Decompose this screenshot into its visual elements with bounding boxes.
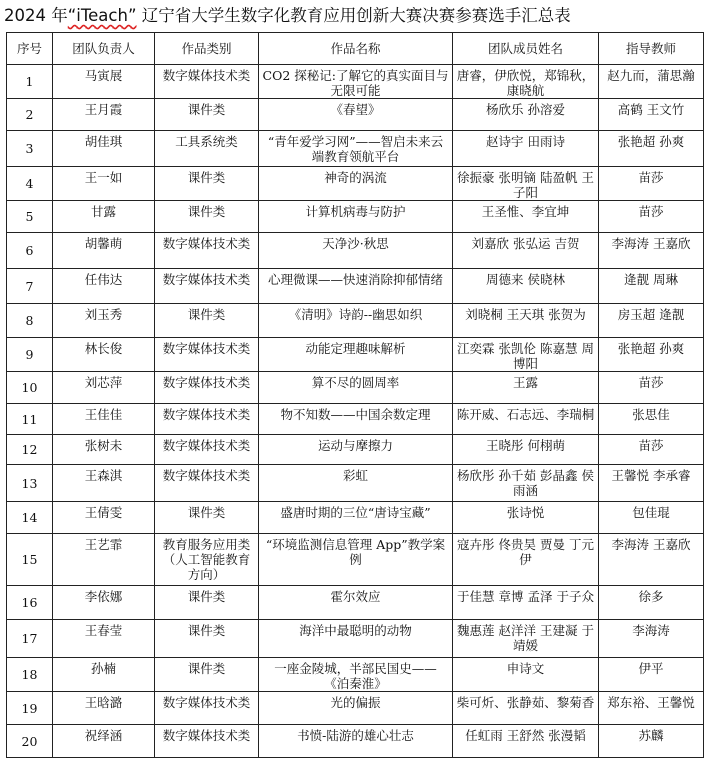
table-body: [7, 65, 704, 758]
cell-index: 7: [7, 269, 53, 304]
cell-work-name: 运动与摩擦力: [259, 435, 453, 465]
table-row: [7, 233, 704, 269]
cell-category: 数字媒体技术类: [155, 372, 259, 404]
cell-work-name: 神奇的涡流: [259, 167, 453, 201]
table-row: [7, 534, 704, 586]
header-advisor: 指导教师: [599, 33, 704, 65]
table-row: [7, 65, 704, 99]
cell-index: 9: [7, 338, 53, 372]
table-row: [7, 404, 704, 435]
table-row: [7, 99, 704, 131]
cell-category: 课件类: [155, 502, 259, 534]
cell-leader: 刘芯萍: [53, 372, 155, 404]
header-leader: 团队负责人: [53, 33, 155, 65]
cell-index: 6: [7, 233, 53, 269]
cell-leader: 胡佳琪: [53, 131, 155, 167]
cell-work-name: 一座金陵城，半部民国史——《泊秦淮》: [259, 658, 453, 692]
cell-members: 于佳慧 章博 孟泽 于子众: [453, 586, 599, 620]
cell-index: 17: [7, 620, 53, 658]
cell-leader: 王春莹: [53, 620, 155, 658]
cell-leader: 胡馨萌: [53, 233, 155, 269]
cell-category: 数字媒体技术类: [155, 269, 259, 304]
cell-work-name: 《清明》诗韵--幽思如织: [259, 304, 453, 338]
title-rest: 辽宁省大学生数字化教育应用创新大赛决赛参赛选手汇总表: [136, 6, 571, 25]
cell-advisor: 张艳超 孙爽: [599, 131, 704, 167]
header-work-name: 作品名称: [259, 33, 453, 65]
table-row: [7, 201, 704, 233]
cell-category: 课件类: [155, 620, 259, 658]
document-title: [4, 2, 704, 30]
cell-advisor: 张思佳: [599, 404, 704, 435]
cell-leader: 王月霞: [53, 99, 155, 131]
table-row: [7, 502, 704, 534]
cell-category: 数字媒体技术类: [155, 725, 259, 758]
cell-leader: 王一如: [53, 167, 155, 201]
cell-work-name: 算不尽的圆周率: [259, 372, 453, 404]
cell-advisor: 逄靓 周琳: [599, 269, 704, 304]
cell-advisor: 徐多: [599, 586, 704, 620]
title-brand: “iTeach”: [67, 6, 137, 25]
cell-members: 唐睿，伊欣悦，郑锦秋，康晓航: [453, 65, 599, 99]
cell-advisor: 苗莎: [599, 167, 704, 201]
cell-index: 4: [7, 167, 53, 201]
cell-work-name: 物不知数——中国余数定理: [259, 404, 453, 435]
table-row: [7, 372, 704, 404]
cell-index: 13: [7, 465, 53, 502]
cell-members: 杨欣彤 孙千茹 彭晶鑫 侯雨涵: [453, 465, 599, 502]
cell-members: 刘晓桐 王天琪 张贺为: [453, 304, 599, 338]
cell-index: 8: [7, 304, 53, 338]
table-row: [7, 465, 704, 502]
cell-category: 课件类: [155, 304, 259, 338]
cell-category: 教育服务应用类（人工智能教育方向）: [155, 534, 259, 586]
cell-members: 王晓彤 何栩萌: [453, 435, 599, 465]
table-row: [7, 658, 704, 692]
cell-work-name: CO2 探秘记:了解它的真实面目与无限可能: [259, 65, 453, 99]
cell-work-name: 动能定理趣味解析: [259, 338, 453, 372]
cell-category: 数字媒体技术类: [155, 404, 259, 435]
cell-leader: 王佳佳: [53, 404, 155, 435]
cell-category: 数字媒体技术类: [155, 465, 259, 502]
cell-members: 杨欣乐 孙溶爱: [453, 99, 599, 131]
table-header-row: [7, 33, 704, 65]
cell-members: 江奕霖 张凯伦 陈嘉慧 周博阳: [453, 338, 599, 372]
cell-work-name: “环境监测信息管理 App”教学案例: [259, 534, 453, 586]
cell-advisor: 李海涛 王嘉欣: [599, 534, 704, 586]
cell-index: 5: [7, 201, 53, 233]
cell-index: 11: [7, 404, 53, 435]
cell-index: 15: [7, 534, 53, 586]
cell-work-name: 计算机病毒与防护: [259, 201, 453, 233]
cell-work-name: “青年爱学习网”——智启未来云端教育领航平台: [259, 131, 453, 167]
header-members: 团队成员姓名: [453, 33, 599, 65]
table-row: [7, 167, 704, 201]
cell-leader: 王森淇: [53, 465, 155, 502]
cell-leader: 王倩雯: [53, 502, 155, 534]
cell-advisor: 苗莎: [599, 372, 704, 404]
cell-category: 数字媒体技术类: [155, 435, 259, 465]
cell-work-name: 彩虹: [259, 465, 453, 502]
cell-advisor: 李海涛: [599, 620, 704, 658]
table-row: [7, 692, 704, 725]
cell-work-name: 心理微课——快速消除抑郁情绪: [259, 269, 453, 304]
table-row: [7, 269, 704, 304]
cell-advisor: 王馨悦 李承睿: [599, 465, 704, 502]
cell-members: 张诗悦: [453, 502, 599, 534]
cell-leader: 马寅展: [53, 65, 155, 99]
cell-index: 12: [7, 435, 53, 465]
cell-leader: 王晗潞: [53, 692, 155, 725]
table-row: [7, 304, 704, 338]
table-row: [7, 620, 704, 658]
cell-members: 柴可炘、张静茹、黎菊香: [453, 692, 599, 725]
table-row: [7, 131, 704, 167]
cell-leader: 祝绎涵: [53, 725, 155, 758]
cell-category: 课件类: [155, 167, 259, 201]
cell-members: 赵诗宇 田雨诗: [453, 131, 599, 167]
cell-members: 任虹雨 王舒然 张漫韬: [453, 725, 599, 758]
cell-advisor: 郑东裕、王馨悦: [599, 692, 704, 725]
cell-index: 1: [7, 65, 53, 99]
cell-category: 数字媒体技术类: [155, 692, 259, 725]
header-index: 序号: [7, 33, 53, 65]
cell-members: 王圣惟、李宜坤: [453, 201, 599, 233]
cell-members: 王露: [453, 372, 599, 404]
cell-leader: 任伟达: [53, 269, 155, 304]
cell-index: 18: [7, 658, 53, 692]
cell-advisor: 苗莎: [599, 435, 704, 465]
cell-leader: 王艺霏: [53, 534, 155, 586]
cell-leader: 林长俊: [53, 338, 155, 372]
cell-members: 寇卉彤 佟贵昊 贾曼 丁元伊: [453, 534, 599, 586]
cell-index: 2: [7, 99, 53, 131]
cell-advisor: 苗莎: [599, 201, 704, 233]
table-row: [7, 586, 704, 620]
cell-advisor: 苏麟: [599, 725, 704, 758]
cell-work-name: 盛唐时期的三位“唐诗宝藏”: [259, 502, 453, 534]
cell-work-name: 海洋中最聪明的动物: [259, 620, 453, 658]
cell-advisor: 高鹤 王文竹: [599, 99, 704, 131]
cell-leader: 李依娜: [53, 586, 155, 620]
cell-advisor: 房玉超 逄靓: [599, 304, 704, 338]
cell-members: 申诗文: [453, 658, 599, 692]
cell-advisor: 张艳超 孙爽: [599, 338, 704, 372]
cell-members: 徐振豪 张明镝 陆盈帆 王子阳: [453, 167, 599, 201]
title-year: 2024 年: [4, 6, 68, 25]
cell-leader: 甘露: [53, 201, 155, 233]
cell-work-name: 书愤-陆游的雄心壮志: [259, 725, 453, 758]
table-row: [7, 435, 704, 465]
cell-category: 数字媒体技术类: [155, 65, 259, 99]
cell-index: 20: [7, 725, 53, 758]
cell-category: 工具系统类: [155, 131, 259, 167]
cell-advisor: 伊平: [599, 658, 704, 692]
cell-index: 16: [7, 586, 53, 620]
cell-leader: 刘玉秀: [53, 304, 155, 338]
header-category: 作品类别: [155, 33, 259, 65]
cell-category: 数字媒体技术类: [155, 338, 259, 372]
table-row: [7, 725, 704, 758]
cell-index: 14: [7, 502, 53, 534]
cell-members: 刘嘉欣 张弘运 吉贺: [453, 233, 599, 269]
cell-advisor: 李海涛 王嘉欣: [599, 233, 704, 269]
participants-table: [6, 32, 704, 758]
table-row: [7, 338, 704, 372]
cell-advisor: 赵九而，蒲思瀚: [599, 65, 704, 99]
cell-work-name: 霍尔效应: [259, 586, 453, 620]
cell-category: 课件类: [155, 201, 259, 233]
cell-category: 数字媒体技术类: [155, 233, 259, 269]
cell-index: 10: [7, 372, 53, 404]
cell-leader: 孙楠: [53, 658, 155, 692]
cell-index: 19: [7, 692, 53, 725]
cell-category: 课件类: [155, 586, 259, 620]
cell-members: 魏惠莲 赵洋洋 王建凝 于靖媛: [453, 620, 599, 658]
cell-advisor: 包佳琨: [599, 502, 704, 534]
cell-index: 3: [7, 131, 53, 167]
cell-category: 课件类: [155, 99, 259, 131]
cell-members: 陈开威、石志远、李瑞桐: [453, 404, 599, 435]
cell-work-name: 《春望》: [259, 99, 453, 131]
cell-members: 周德来 侯晓林: [453, 269, 599, 304]
cell-leader: 张树未: [53, 435, 155, 465]
cell-work-name: 光的偏振: [259, 692, 453, 725]
cell-category: 课件类: [155, 658, 259, 692]
cell-work-name: 天净沙·秋思: [259, 233, 453, 269]
